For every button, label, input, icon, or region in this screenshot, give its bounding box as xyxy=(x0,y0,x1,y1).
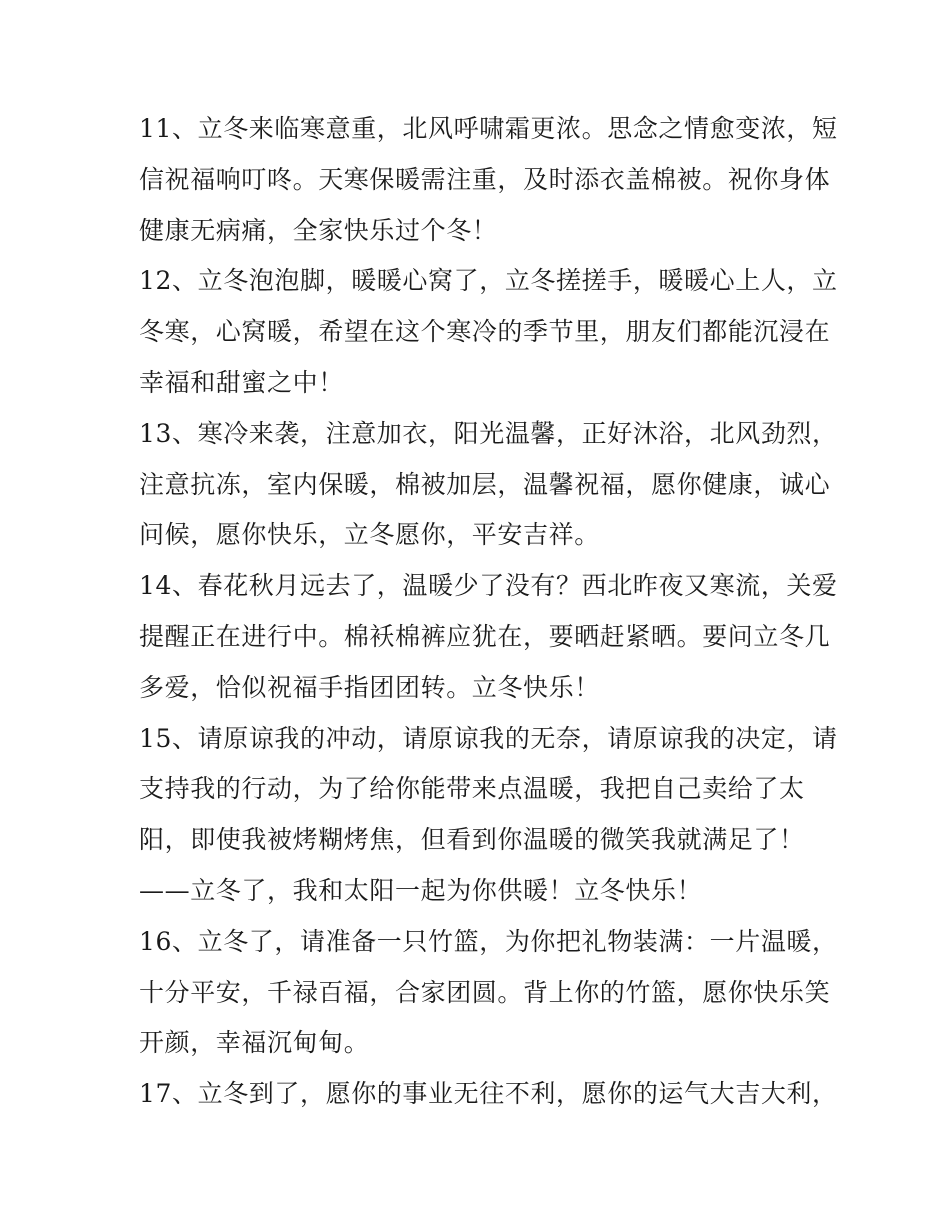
text-line: 11、立冬来临寒意重，北风呼啸霜更浓。思念之情愈变浓，短 xyxy=(139,114,838,143)
text-line: 多爱，恰似祝福手指团团转。立冬快乐！ xyxy=(139,672,600,702)
text-line: 13、寒冷来袭，注意加衣，阳光温馨，正好沐浴，北风劲烈， xyxy=(139,418,838,448)
text-line: 信祝福响叮咚。天寒保暖需注重，及时添衣盖棉被。祝你身体 xyxy=(139,164,831,194)
text-line: 提醒正在进行中。棉袄棉裤应犹在，要晒赶紧晒。要问立冬几 xyxy=(139,621,831,651)
text-line: 幸福和甜蜜之中！ xyxy=(139,367,344,397)
text-line: 问候，愿你快乐，立冬愿你，平安吉祥。 xyxy=(139,520,600,550)
text-line: 12、立冬泡泡脚，暖暖心窝了，立冬搓搓手，暖暖心上人，立 xyxy=(139,266,838,296)
text-line: 十分平安，千禄百福，合家团圆。背上你的竹篮，愿你快乐笑 xyxy=(139,977,831,1007)
text-line: 冬寒，心窝暖，希望在这个寒冷的季节里，朋友们都能沉浸在 xyxy=(139,317,831,347)
text-line: 16、立冬了，请准备一只竹篮，为你把礼物装满：一片温暖， xyxy=(139,926,838,956)
text-line: 开颜，幸福沉甸甸。 xyxy=(139,1028,370,1058)
text-line: 17、立冬到了，愿你的事业无往不利，愿你的运气大吉大利， xyxy=(139,1079,838,1109)
text-line: 支持我的行动，为了给你能带来点温暖，我把自己卖给了太 xyxy=(139,774,805,804)
document-body xyxy=(139,104,838,1120)
text-line: 健康无病痛，全家快乐过个冬！ xyxy=(139,215,498,245)
text-line: 15、请原谅我的冲动，请原谅我的无奈，请原谅我的决定，请 xyxy=(139,723,838,753)
text-line: 阳，即使我被烤糊烤焦，但看到你温暖的微笑我就满足了！ xyxy=(139,825,805,855)
text-line: 14、春花秋月远去了，温暖少了没有？西北昨夜又寒流，关爱 xyxy=(139,571,838,601)
text-line: 注意抗冻，室内保暖，棉被加层，温馨祝福，愿你健康，诚心 xyxy=(139,469,831,499)
text-line: ——立冬了，我和太阳一起为你供暖！立冬快乐！ xyxy=(139,875,703,905)
